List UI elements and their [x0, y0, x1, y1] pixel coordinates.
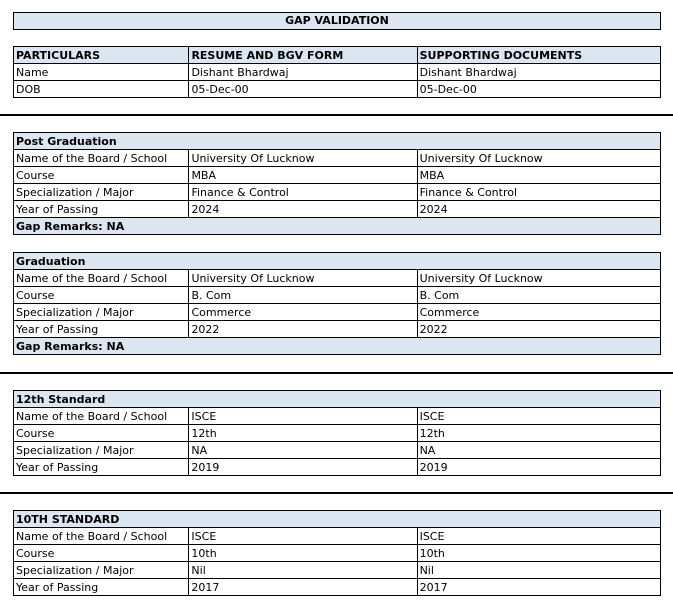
document-value: 12th	[417, 425, 660, 442]
resume-value: B. Com	[189, 287, 417, 304]
table-row	[14, 459, 661, 476]
row-label: Course	[14, 545, 189, 562]
row-label: Specialization / Major	[14, 562, 189, 579]
row-label: DOB	[14, 81, 189, 98]
table-row	[14, 579, 661, 596]
row-label: Name of the Board / School	[14, 150, 189, 167]
table-row	[14, 81, 661, 98]
graduation-table	[13, 252, 661, 355]
resume-value: 12th	[189, 425, 417, 442]
row-label: Name of the Board / School	[14, 270, 189, 287]
resume-value: ISCE	[189, 408, 417, 425]
document-value: Nil	[417, 562, 660, 579]
document-value: Dishant Bhardwaj	[417, 64, 660, 81]
section-heading: Post Graduation	[14, 133, 661, 150]
table-row	[14, 150, 661, 167]
post-graduation-table	[13, 132, 661, 235]
table-row	[14, 408, 661, 425]
table-row	[14, 425, 661, 442]
document-value: NA	[417, 442, 660, 459]
section-heading: 10TH STANDARD	[14, 511, 661, 528]
table-row	[14, 528, 661, 545]
document-value: MBA	[417, 167, 660, 184]
row-label: Year of Passing	[14, 321, 189, 338]
row-label: Year of Passing	[14, 459, 189, 476]
row-label: Course	[14, 287, 189, 304]
tenth-standard-table	[13, 510, 661, 596]
document-value: Finance & Control	[417, 184, 660, 201]
document-value: 2024	[417, 201, 660, 218]
section-heading: 12th Standard	[14, 391, 661, 408]
row-label: Year of Passing	[14, 201, 189, 218]
document-value: 10th	[417, 545, 660, 562]
resume-value: 2024	[189, 201, 417, 218]
document-value: 2019	[417, 459, 660, 476]
resume-value: University Of Lucknow	[189, 150, 417, 167]
row-label: Name of the Board / School	[14, 408, 189, 425]
gap-remarks: Gap Remarks: NA	[14, 338, 661, 355]
row-label: Course	[14, 425, 189, 442]
document-value: B. Com	[417, 287, 660, 304]
resume-value: NA	[189, 442, 417, 459]
row-label: Name	[14, 64, 189, 81]
table-row	[14, 201, 661, 218]
page-title: GAP VALIDATION	[13, 12, 661, 30]
document-value: Commerce	[417, 304, 660, 321]
resume-value: 10th	[189, 545, 417, 562]
document-value: 05-Dec-00	[417, 81, 660, 98]
row-label: Specialization / Major	[14, 304, 189, 321]
table-row	[14, 270, 661, 287]
document-value: 2022	[417, 321, 660, 338]
gap-remarks: Gap Remarks: NA	[14, 218, 661, 235]
resume-value: 2019	[189, 459, 417, 476]
section-divider	[0, 372, 673, 374]
row-label: Name of the Board / School	[14, 528, 189, 545]
resume-value: Finance & Control	[189, 184, 417, 201]
table-header-row	[14, 47, 661, 64]
document-value: ISCE	[417, 528, 660, 545]
resume-value: Dishant Bhardwaj	[189, 64, 417, 81]
table-row	[14, 287, 661, 304]
table-row	[14, 562, 661, 579]
row-label: Specialization / Major	[14, 184, 189, 201]
resume-value: 2017	[189, 579, 417, 596]
document-value: 2017	[417, 579, 660, 596]
table-row	[14, 184, 661, 201]
resume-value: ISCE	[189, 528, 417, 545]
resume-value: Nil	[189, 562, 417, 579]
table-row	[14, 545, 661, 562]
table-row	[14, 64, 661, 81]
row-label: Course	[14, 167, 189, 184]
document-value: ISCE	[417, 408, 660, 425]
personal-details-table	[13, 46, 661, 98]
header-supporting-docs: SUPPORTING DOCUMENTS	[417, 47, 660, 64]
header-particulars: PARTICULARS	[14, 47, 189, 64]
resume-value: Commerce	[189, 304, 417, 321]
table-row	[14, 167, 661, 184]
section-divider	[0, 114, 673, 116]
row-label: Specialization / Major	[14, 442, 189, 459]
document-value: University Of Lucknow	[417, 270, 660, 287]
row-label: Year of Passing	[14, 579, 189, 596]
document-value: University Of Lucknow	[417, 150, 660, 167]
table-row	[14, 321, 661, 338]
table-row	[14, 304, 661, 321]
resume-value: University Of Lucknow	[189, 270, 417, 287]
table-row	[14, 442, 661, 459]
resume-value: 2022	[189, 321, 417, 338]
resume-value: MBA	[189, 167, 417, 184]
section-heading: Graduation	[14, 253, 661, 270]
header-resume-bgv: RESUME AND BGV FORM	[189, 47, 417, 64]
twelfth-standard-table	[13, 390, 661, 476]
resume-value: 05-Dec-00	[189, 81, 417, 98]
section-divider	[0, 492, 673, 494]
